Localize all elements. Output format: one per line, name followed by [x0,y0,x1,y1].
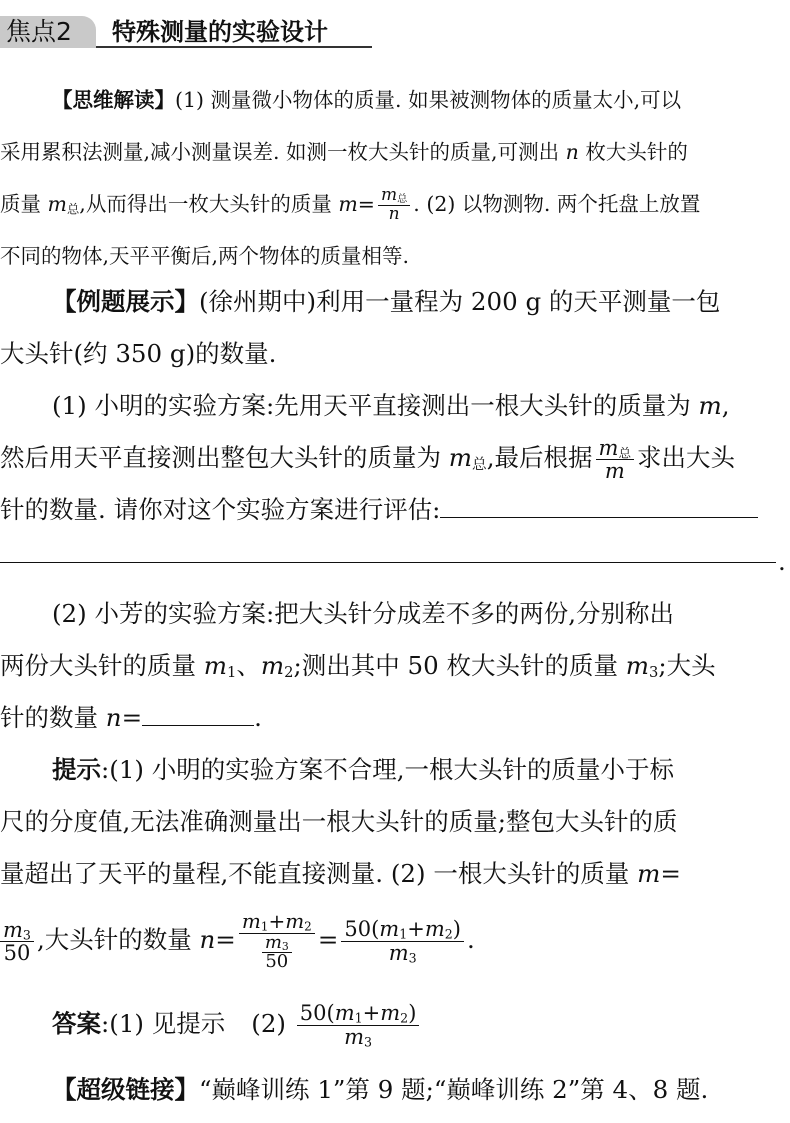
example-line-1: 【例题展示】(徐州期中)利用一量程为 200 g 的天平测量一包 [52,287,721,316]
super-link-label: 【超级链接】 [52,1075,199,1104]
question-2-line-2: 两份大头针的质量 $m_1$、$m_2$;测出其中 50 枚大头针的质量 $m_3$;大头 [0,651,716,681]
super-link-text[interactable]: “巅峰训练 1”第 9 题;“巅峰训练 2”第 4、8 题. [199,1075,709,1104]
hint-line-2: 尺的分度值,无法准确测量出一根大头针的质量;整包大头针的质 [0,807,678,836]
hint-line-4: $\frac{m_3}{50}$ ,大头针的数量 n= $\frac{m_1+m_2}{\frac{m_3}{50}}$ = $\frac{50(m_1+m_2)}{m_3}$ . [0,900,790,980]
thinking-label: 【思维解读】 [52,88,175,112]
answer-blank-2[interactable] [142,724,254,726]
answer-fraction: $\frac{50(m_1+m_2)}{m_3}$ [297,1002,420,1048]
section-header [0,0,790,48]
answer-section [0,998,790,1050]
question-1-line-2: 然后用天平直接测出整包大头针的质量为 $m_总$,最后根据 $\frac{m_总}{m}$ 求出大头 [0,435,736,484]
fraction-result: $\frac{50(m_1+m_2)}{m_3}$ [341,918,464,964]
fraction-m-total-over-m: $\frac{m_总}{m}$ [596,437,635,483]
example-problem [0,276,790,744]
thinking-line-3: 质量 $m_总$,从而得出一枚大头针的质量 m= $\frac{m_总}{n}$ . (2) 以物测物. 两个托盘上放置 [0,184,701,225]
example-label: 【例题展示】 [52,287,199,316]
answer-label: 答案 [52,1009,101,1038]
question-1-line-1: (1) 小明的实验方案:先用天平直接测出一根大头针的质量为 m, [52,391,730,420]
super-link-section [0,1064,790,1116]
answer-blank-1-continued[interactable] [0,562,776,563]
hint-line-3: 量超出了天平的量程,不能直接测量. (2) 一根大头针的质量 m= [0,859,681,888]
hint-section [0,744,790,980]
thinking-line-4: 不同的物体,天平平衡后,两个物体的质量相等. [0,244,410,268]
question-1-line-4: . [0,536,790,588]
example-line-2: 大头针(约 350 g)的数量. [0,339,277,368]
question-1-line-3: 针的数量. 请你对这个实验方案进行评估: [0,484,790,536]
fraction-m-total-over-n: $\frac{m_总}{n}$ [378,187,410,225]
hint-label: 提示 [52,755,101,784]
question-2-line-3: 针的数量 n= . [0,703,262,732]
answer-line: 答案:(1) 见提示 (2) $\frac{50(m_1+m_2)}{m_3}$ [0,998,790,1050]
thinking-line-1: 【思维解读】(1) 测量微小物体的质量. 如果被测物体的质量太小,可以 [52,88,682,112]
question-2-line-1: (2) 小芳的实验方案:把大头针分成差不多的两份,分别称出 [52,599,675,628]
focus-tab: 焦点2 [0,16,96,48]
header-underline [96,46,372,48]
super-link-line [0,1064,790,1116]
fraction-m3-over-50: $\frac{m_3}{50}$ [0,919,34,965]
thinking-interpretation [0,74,790,282]
fraction-complex: $\frac{m_1+m_2}{\frac{m_3}{50}}$ [239,911,315,973]
hint-line-1: 提示:(1) 小明的实验方案不合理,一根大头针的质量小于标 [52,755,675,784]
answer-blank-1[interactable] [440,516,758,518]
thinking-line-2: 采用累积法测量,减小测量误差. 如测一枚大头针的质量,可测出 n 枚大头针的 [0,140,688,164]
section-title: 特殊测量的实验设计 [112,18,328,46]
